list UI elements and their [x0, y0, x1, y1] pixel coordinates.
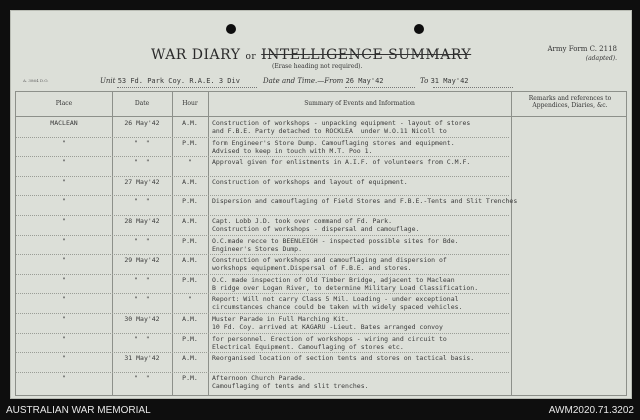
unit-label: Unit	[100, 77, 116, 85]
row-hour: A.M.	[182, 177, 198, 186]
footer-accession: AWM2020.71.3202	[548, 405, 634, 416]
row-hour: A.M.	[182, 354, 198, 363]
row-divider	[16, 372, 509, 373]
row-place: "	[62, 295, 66, 304]
row-divider	[16, 333, 509, 334]
col-header-hour: Hour	[182, 100, 198, 107]
diary-sheet	[10, 10, 632, 399]
row-hour: P.M.	[182, 275, 198, 284]
row-divider	[16, 293, 509, 294]
row-date: " "	[134, 236, 150, 245]
col-header-place: Place	[55, 100, 73, 107]
date-to-field	[420, 77, 469, 85]
row-divider	[16, 313, 509, 314]
row-date: " "	[134, 373, 150, 382]
date-label: Date and Time.—From	[263, 77, 344, 85]
from-rule	[345, 87, 415, 88]
row-place: "	[62, 354, 66, 363]
row-date: 29 May'42	[124, 256, 160, 265]
row-place: "	[62, 373, 66, 382]
row-summary: Construction of workshops - unpacking equipment - layout of stores and F.B.E. Party detached to ROCKLEA under W.O.11 Nicoll to	[212, 119, 471, 135]
row-date: 28 May'42	[124, 217, 160, 225]
row-hour: A.M.	[182, 315, 198, 323]
col-header-date: Date	[134, 100, 150, 107]
row-place: "	[62, 334, 66, 343]
diary-table	[15, 91, 627, 396]
unit-rule	[117, 87, 257, 88]
row-divider	[16, 235, 509, 236]
row-summary: for personnel. Erection of workshops - wiring and circuit to Electrical Equipment. Camouflaging of stores etc.	[212, 334, 447, 351]
row-hour: A.M.	[182, 119, 198, 127]
page-title	[151, 47, 471, 63]
date-from-field	[263, 77, 384, 85]
row-date: " "	[134, 295, 150, 304]
unit-value: 53 Fd. Park Coy. R.A.E. 3 Div	[117, 77, 240, 85]
row-summary: Dispersion and camouflaging of Field Stores and F.B.E.-Tents and Slit Trenches	[212, 197, 518, 206]
row-date: " "	[134, 158, 150, 167]
row-divider	[16, 274, 509, 275]
row-divider	[16, 195, 509, 196]
date-from-value: 26 May'42	[345, 77, 384, 85]
row-divider	[16, 156, 509, 157]
row-hour: P.M.	[182, 334, 198, 343]
row-divider	[16, 176, 509, 177]
date-to-value: 31 May'42	[430, 77, 469, 85]
row-divider	[16, 352, 509, 353]
row-date: 30 May'42	[124, 315, 160, 323]
row-summary: Capt. Lobb J.D. took over command of Fd. Park. Construction of workshops - dispersal and camouflage.	[212, 217, 420, 233]
row-summary: Construction of workshops and camouflaging and dispersion of workshops equipment.Dispersal of F.B.E. and stores.	[212, 256, 447, 273]
row-date: 27 May'42	[124, 177, 160, 186]
title-struck: INTELLIGENCE SUMMARY	[261, 47, 472, 63]
row-place: "	[62, 236, 66, 245]
row-place: "	[62, 275, 66, 284]
row-place: "	[62, 217, 66, 225]
army-form-label	[548, 45, 618, 63]
row-date: " "	[134, 138, 150, 147]
row-date: " "	[134, 275, 150, 284]
row-hour: P.M.	[182, 197, 198, 206]
to-label: To	[420, 77, 429, 85]
row-hour: "	[188, 158, 192, 167]
punch-hole-icon	[226, 24, 236, 34]
row-summary: O.C. made inspection of Old Timber Bridge, adjacent to Maclean B ridge over Logan River, to determine Military Load Classification.	[212, 275, 479, 292]
row-date: 26 May'42	[124, 119, 160, 127]
row-place: "	[62, 138, 66, 147]
row-summary: Reorganised location of section tents and stores on tactical basis.	[212, 354, 475, 363]
row-place: "	[62, 197, 66, 206]
unit-field	[100, 77, 240, 85]
row-summary: Report: Will not carry Class 5 Mil. Loading - under exceptional circumstances chance could be taken with widely spaced vehicles.	[212, 295, 463, 312]
header-divider	[16, 116, 626, 117]
row-divider	[16, 137, 509, 138]
row-place: "	[62, 256, 66, 265]
to-rule	[433, 87, 513, 88]
row-summary: Construction of workshops and layout of equipment.	[212, 177, 408, 186]
row-place: "	[62, 177, 66, 186]
row-hour: P.M.	[182, 373, 198, 382]
row-summary: form Engineer's Store Dump. Camouflaging stores and equipment. Advised to keep in touch with M.T. Poo 1.	[212, 138, 455, 155]
row-hour: A.M.	[182, 256, 198, 265]
row-date: " "	[134, 197, 150, 206]
column-divider	[511, 92, 512, 395]
adapted-note: (adapted).	[585, 55, 617, 62]
erase-note: (Erase heading not required).	[272, 63, 363, 70]
row-date: " "	[134, 334, 150, 343]
title-main: WAR DIARY	[151, 47, 241, 63]
row-hour: "	[188, 295, 192, 304]
row-hour: P.M.	[182, 138, 198, 147]
row-summary: Muster Parade in Full Marching Kit. 10 Fd. Coy. arrived at KAGARU -Lieut. Bates arranged convoy	[212, 315, 443, 331]
row-place: "	[62, 315, 66, 323]
row-summary: O.C.made recce to BEENLEIGH - inspected possible sites for Bde. Engineer's Stores Dump.	[212, 236, 459, 253]
row-hour: P.M.	[182, 236, 198, 245]
row-date: 31 May'42	[124, 354, 160, 363]
row-place: MACLEAN	[50, 119, 78, 127]
unit-date-line	[15, 75, 627, 89]
row-place: "	[62, 158, 66, 167]
col-header-remarks: Remarks and references to Appendices, Diaries, &c.	[528, 95, 612, 109]
title-or: or	[245, 52, 257, 62]
row-hour: A.M.	[182, 217, 198, 225]
col-header-summary: Summary of Events and Information	[304, 100, 415, 107]
row-summary: Approval given for enlistments in A.I.F. of volunteers from C.M.F.	[212, 158, 471, 167]
punch-hole-icon	[414, 24, 424, 34]
row-divider	[16, 254, 509, 255]
row-divider	[16, 215, 509, 216]
row-summary: Afternoon Church Parade. Camouflaging of tents and slit trenches.	[212, 373, 369, 390]
form-code: A. 3864 D.O.	[23, 78, 49, 83]
footer-institution: AUSTRALIAN WAR MEMORIAL	[6, 405, 151, 416]
army-form-number: Army Form C. 2118	[547, 45, 617, 53]
